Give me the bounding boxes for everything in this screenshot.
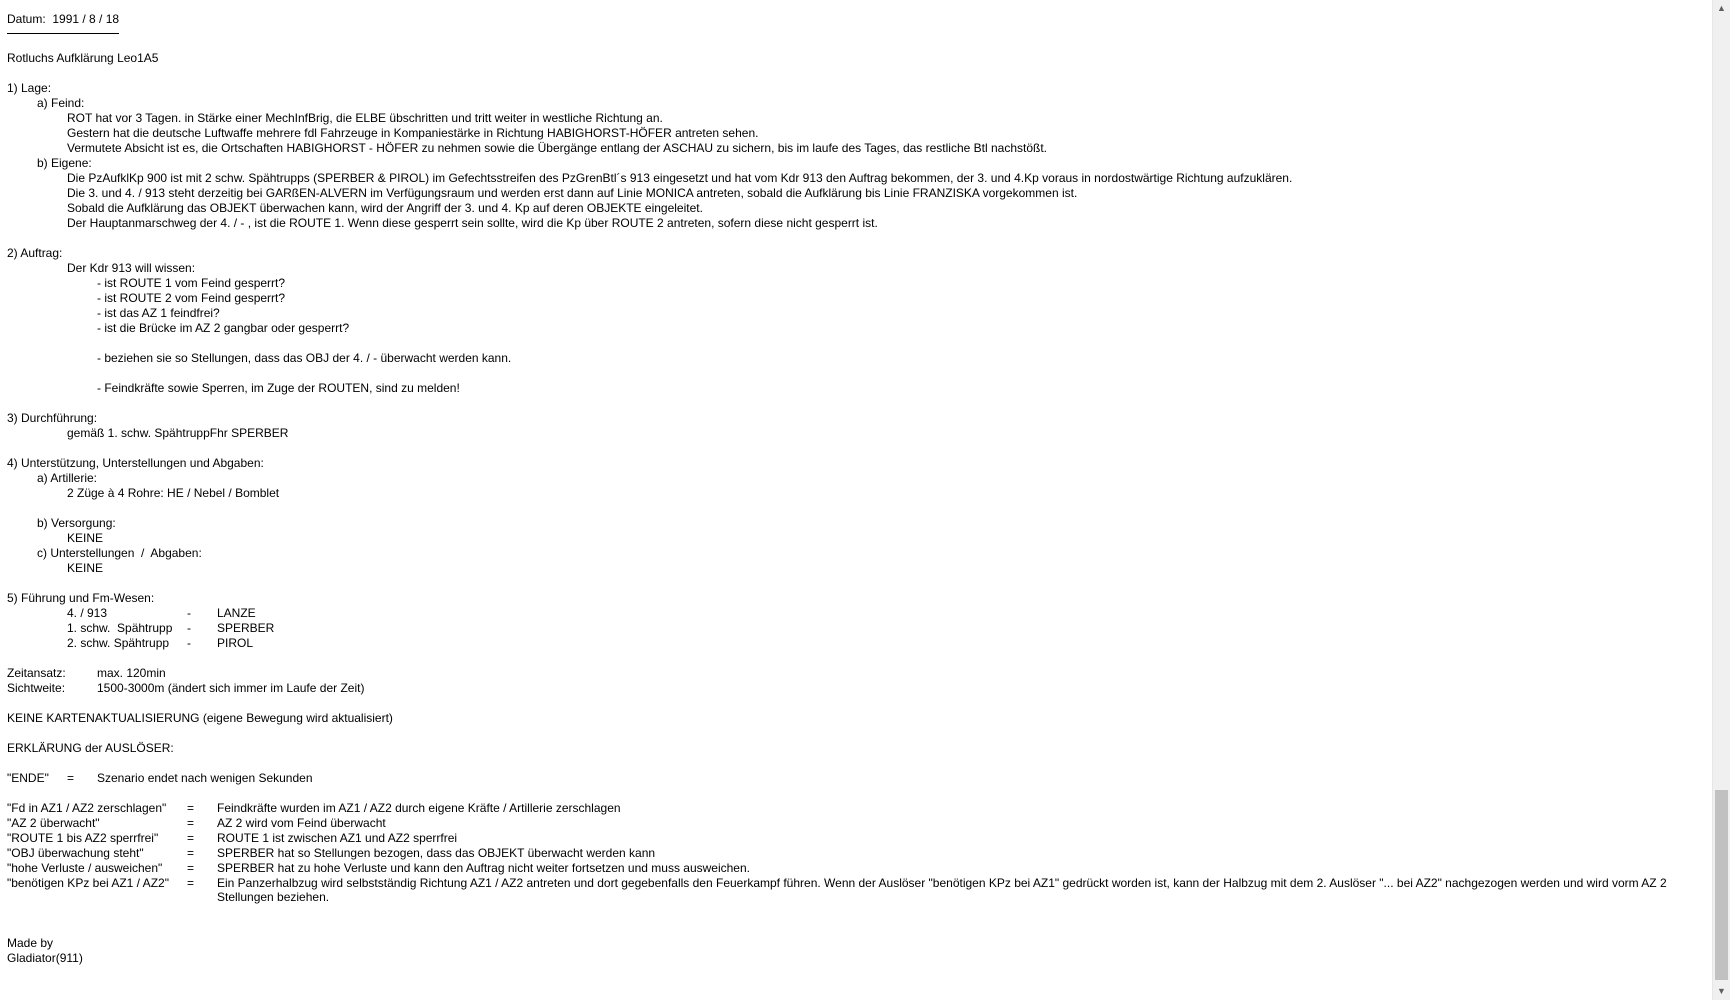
trigger-row [7, 876, 1707, 906]
equals-sign: = [67, 771, 75, 785]
zeitansatz-row [7, 666, 1707, 681]
trigger-row [7, 831, 1707, 846]
durchfuehrung-text: gemäß 1. schw. SpähtruppFhr SPERBER [67, 426, 289, 440]
karten-note: KEINE KARTENAKTUALISIERUNG (eigene Bewegung wird aktualisiert) [7, 711, 393, 725]
auftrag-intro: Der Kdr 913 will wissen: [67, 261, 196, 275]
equals-sign: = [187, 801, 195, 815]
trigger-key: "ENDE" [7, 771, 49, 785]
eigene-heading: b) Eigene: [37, 156, 92, 170]
fuehrung-row [7, 606, 1707, 621]
callsign: LANZE [217, 606, 256, 620]
divider [7, 33, 119, 34]
trigger-row [7, 801, 1707, 816]
equals-sign: = [187, 831, 195, 845]
auftrag-question: - ist die Brücke im AZ 2 gangbar oder gesperrt? [97, 321, 350, 335]
equals-sign: = [187, 861, 195, 875]
zeitansatz-label: Zeitansatz: [7, 666, 66, 680]
eigene-line: Sobald die Aufklärung das OBJEKT überwachen kann, wird der Angriff der 3. und 4. Kp auf deren OBJEKTE eingeleitet. [67, 201, 703, 215]
author: Gladiator(911) [7, 951, 83, 965]
separator: - [187, 636, 191, 650]
auftrag-question: - ist ROUTE 2 vom Feind gesperrt? [97, 291, 286, 305]
trigger-desc: AZ 2 wird vom Feind überwacht [217, 816, 386, 830]
document-body [7, 12, 1707, 966]
trigger-key: "AZ 2 überwacht" [7, 816, 100, 830]
trigger-key: "ROUTE 1 bis AZ2 sperrfrei" [7, 831, 159, 845]
section-durchfuehrung-heading: 3) Durchführung: [7, 411, 98, 425]
separator: - [187, 606, 191, 620]
trigger-key: "Fd in AZ1 / AZ2 zerschlagen" [7, 801, 167, 815]
trigger-key: "hohe Verluste / ausweichen" [7, 861, 163, 875]
scroll-up-arrow-icon[interactable]: ▲ [1713, 0, 1730, 17]
artillerie-heading: a) Artillerie: [37, 471, 98, 485]
equals-sign: = [187, 846, 195, 860]
fuehrung-row [7, 621, 1707, 636]
trigger-desc: Feindkräfte wurden im AZ1 / AZ2 durch eigene Kräfte / Artillerie zerschlagen [217, 801, 621, 815]
trigger-row [7, 816, 1707, 831]
trigger-key: "OBJ überwachung steht" [7, 846, 144, 860]
eigene-line: Der Hauptanmarschweg der 4. / - , ist die ROUTE 1. Wenn diese gesperrt sein sollte, wird die Kp über ROUTE 2 antreten, sofern diese nicht gesperrt ist. [67, 216, 878, 230]
unit-name: 2. schw. Spähtrupp [67, 636, 170, 650]
section-unterstuetzung-heading: 4) Unterstützung, Unterstellungen und Abgaben: [7, 456, 264, 470]
sichtweite-label: Sichtweite: [7, 681, 66, 695]
unit-name: 1. schw. Spähtrupp [67, 621, 173, 635]
auftrag-stellungen: - beziehen sie so Stellungen, dass das OBJ der 4. / - überwacht werden kann. [97, 351, 512, 365]
versorgung-heading: b) Versorgung: [37, 516, 116, 530]
section-lage-heading: 1) Lage: [7, 81, 52, 95]
trigger-desc: Ein Panzerhalbzug wird selbstständig Richtung AZ1 / AZ2 antreten und dort gegebenfalls den Feuerkampf führen. Wenn der Auslöser "benötigen KPz bei AZ1" gedrückt worden ist, kann der Halbzug mit dem 2. Auslöser "... bei AZ2" nachgezogen werden und wird vorm AZ 2 Stellungen beziehen. [217, 876, 1667, 904]
section-auftrag-heading: 2) Auftrag: [7, 246, 63, 260]
feind-line: Vermutete Absicht ist es, die Ortschaften HABIGHORST - HÖFER zu nehmen sowie die Übergänge entlang der ASCHAU zu sichern, bis im laufe des Tages, das restliche Btl nachstößt. [67, 141, 1048, 155]
eigene-line: Die PzAufklKp 900 ist mit 2 schw. Spähtrupps (SPERBER & PIROL) im Gefechtsstreifen des PzGrenBtl´s 913 eingesetzt und hat vom Kdr 913 den Auftrag bekommen, der 3. und 4.Kp voraus in nordostwärtige Richtung aufzuklären. [67, 171, 1293, 185]
made-by-label: Made by [7, 936, 54, 950]
separator: - [187, 621, 191, 635]
artillerie-text: 2 Züge à 4 Rohre: HE / Nebel / Bomblet [67, 486, 280, 500]
auftrag-question: - ist ROUTE 1 vom Feind gesperrt? [97, 276, 286, 290]
trigger-desc: ROUTE 1 ist zwischen AZ1 und AZ2 sperrfrei [217, 831, 458, 845]
date-line: Datum: 1991 / 8 / 18 [7, 12, 120, 26]
feind-line: Gestern hat die deutsche Luftwaffe mehrere fdl Fahrzeuge in Kompaniestärke in Richtung HABIGHORST-HÖFER antreten sehen. [67, 126, 759, 140]
vertical-scrollbar[interactable] [1712, 0, 1730, 1000]
callsign: PIROL [217, 636, 254, 650]
section-fuehrung-heading: 5) Führung und Fm-Wesen: [7, 591, 155, 605]
trigger-key: "benötigen KPz bei AZ1 / AZ2" [7, 876, 169, 890]
document-title: Rotluchs Aufklärung Leo1A5 [7, 51, 159, 65]
equals-sign: = [187, 876, 195, 890]
trigger-desc: SPERBER hat so Stellungen bezogen, dass das OBJEKT überwacht werden kann [217, 846, 656, 860]
trigger-desc: SPERBER hat zu hohe Verluste und kann den Auftrag nicht weiter fortsetzen und muss ausweichen. [217, 861, 750, 875]
scrollbar-thumb[interactable] [1715, 790, 1728, 980]
fuehrung-row [7, 636, 1707, 651]
versorgung-text: KEINE [67, 531, 104, 545]
trigger-desc: Szenario endet nach wenigen Sekunden [97, 771, 313, 785]
unterstellungen-heading: c) Unterstellungen / Abgaben: [37, 546, 202, 560]
zeitansatz-value: max. 120min [97, 666, 166, 680]
unterstellungen-text: KEINE [67, 561, 104, 575]
sichtweite-value: 1500-3000m (ändert sich immer im Laufe der Zeit) [97, 681, 365, 695]
auftrag-melden: - Feindkräfte sowie Sperren, im Zuge der ROUTEN, sind zu melden! [97, 381, 460, 395]
eigene-line: Die 3. und 4. / 913 steht derzeitig bei GARßEN-ALVERN im Verfügungsraum und werden erst dann auf Linie MONICA antreten, sobald die Aufklärung bis Linie FRANZISKA vorgekommen ist. [67, 186, 1078, 200]
auftrag-question: - ist das AZ 1 feindfrei? [97, 306, 220, 320]
equals-sign: = [187, 816, 195, 830]
sichtweite-row [7, 681, 1707, 696]
trigger-row [7, 846, 1707, 861]
scroll-down-arrow-icon[interactable]: ▼ [1713, 983, 1730, 1000]
ende-row [7, 771, 1707, 786]
unit-name: 4. / 913 [67, 606, 108, 620]
trigger-row [7, 861, 1707, 876]
feind-line: ROT hat vor 3 Tagen. in Stärke einer MechInfBrig, die ELBE übschritten und tritt weiter in westliche Richtung an. [67, 111, 663, 125]
erklaerung-heading: ERKLÄRUNG der AUSLÖSER: [7, 741, 174, 755]
feind-heading: a) Feind: [37, 96, 85, 110]
callsign: SPERBER [217, 621, 275, 635]
